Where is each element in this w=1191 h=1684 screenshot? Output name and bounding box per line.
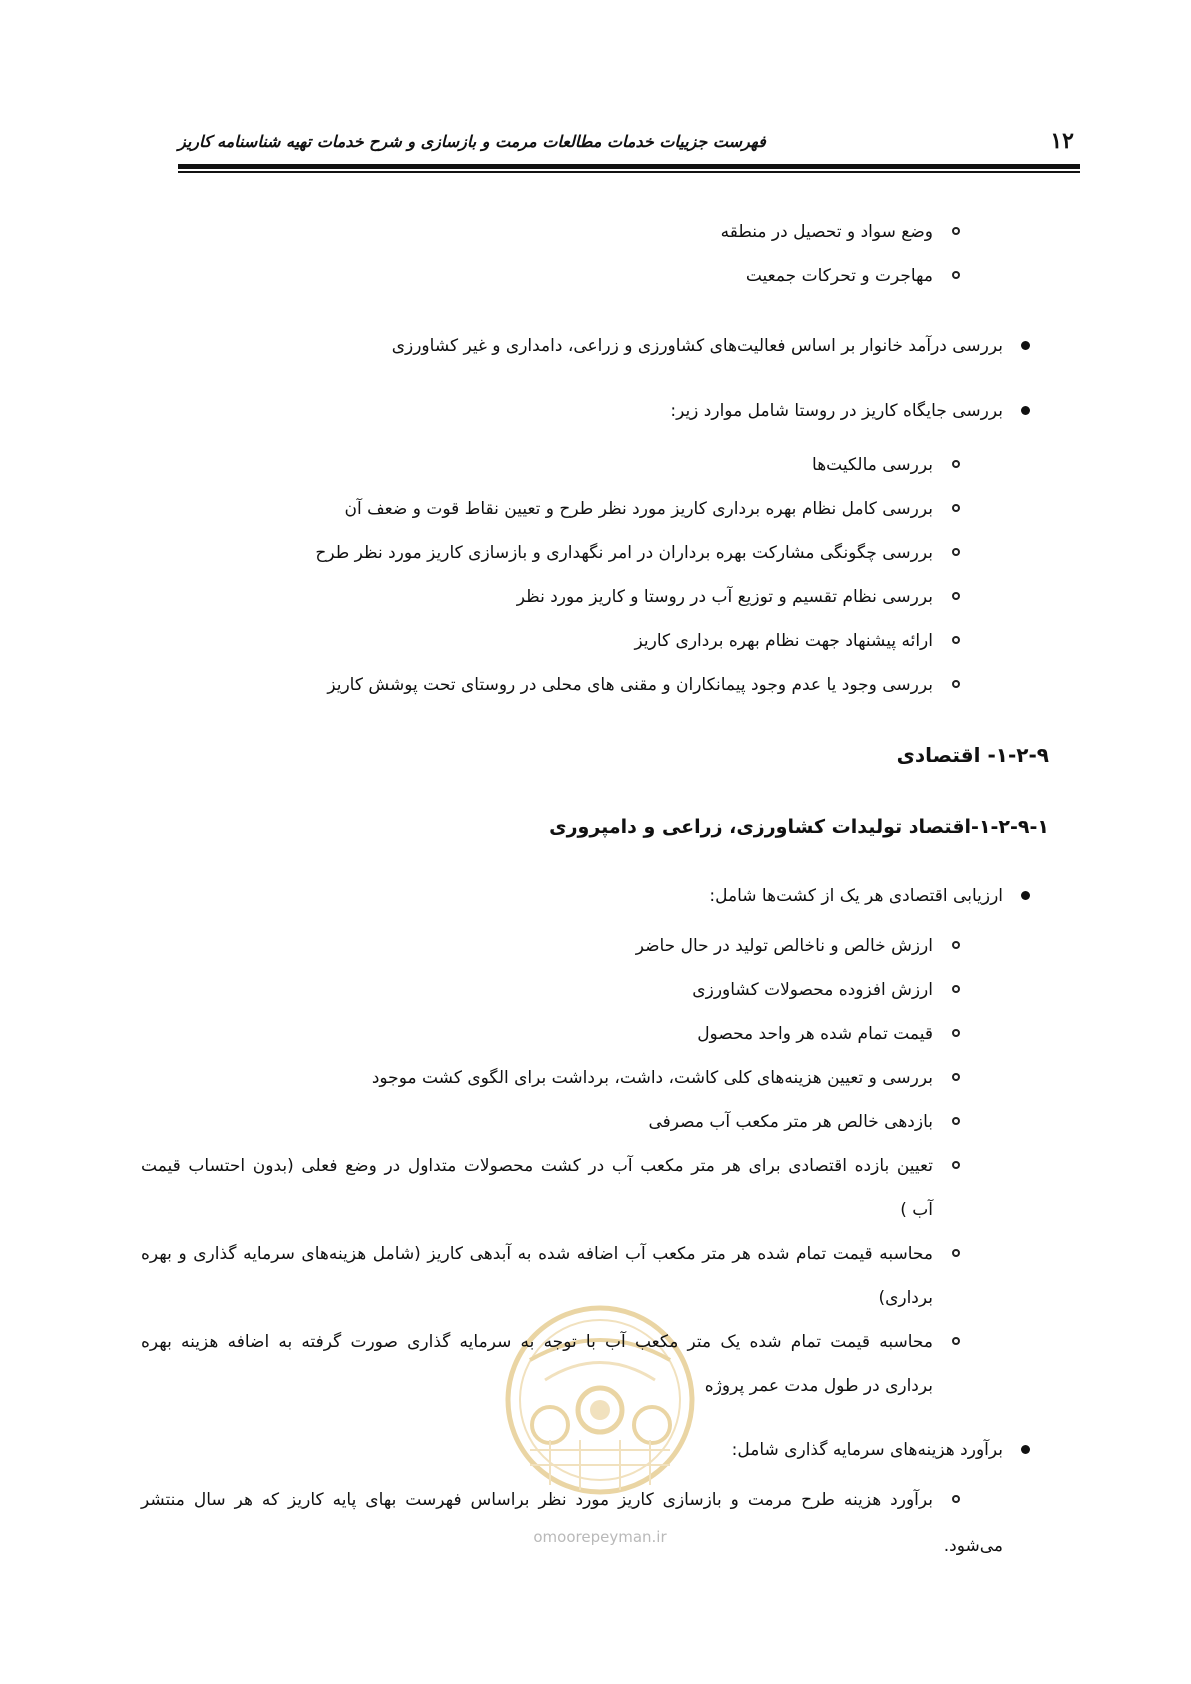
list-item: قیمت تمام شده هر واحد محصول <box>697 1024 933 1044</box>
list-item: بازدهی خالص هر متر مکعب آب مصرفی <box>648 1112 933 1132</box>
bullet-circle-icon <box>952 1495 960 1503</box>
list-item: بررسی چگونگی مشارکت بهره برداران در امر نگهداری و بازسازی کاریز مورد نظر طرح <box>315 543 933 563</box>
list-item: بررسی جایگاه کاریز در روستا شامل موارد زیر: <box>670 401 1003 421</box>
header-rule-thick <box>178 164 1080 169</box>
subsection-heading: ۱-۲-۹-۱-اقتصاد تولیدات کشاورزی، زراعی و دامپروری <box>549 816 1049 838</box>
bullet-circle-icon <box>952 1337 960 1345</box>
bullet-circle-icon <box>952 636 960 644</box>
bullet-circle-icon <box>952 227 960 235</box>
list-item: محاسبه قیمت تمام شده یک متر مکعب آب با توجه به سرمایه گذاری صورت گرفته به اضافه هزینه بهره <box>141 1332 933 1352</box>
list-item: بررسی درآمد خانوار بر اساس فعالیت‌های کشاورزی و زراعی، دامداری و غیر کشاورزی <box>391 336 1003 356</box>
list-item: بررسی مالکیت‌ها <box>812 455 933 475</box>
list-item: مهاجرت و تحرکات جمعیت <box>745 266 933 286</box>
bullet-circle-icon <box>952 460 960 468</box>
bullet-dot-icon <box>1021 341 1030 350</box>
list-item: برآورد هزینه طرح مرمت و بازسازی کاریز مورد نظر براساس فهرست بهای پایه کاریز که هر سال منتشر <box>141 1490 933 1510</box>
list-item: ارزیابی اقتصادی هر یک از کشت‌ها شامل: <box>709 886 1003 906</box>
bullet-circle-icon <box>952 548 960 556</box>
bullet-circle-icon <box>952 1073 960 1081</box>
section-heading: ۱-۲-۹- اقتصادی <box>896 743 1049 767</box>
list-item: وضع سواد و تحصیل در منطقه <box>720 222 933 242</box>
list-item-continuation: آب ) <box>900 1200 933 1220</box>
bullet-circle-icon <box>952 941 960 949</box>
list-item: بررسی وجود یا عدم وجود پیمانکاران و مقنی های محلی در روستای تحت پوشش کاریز <box>327 675 933 695</box>
list-item: محاسبه قیمت تمام شده هر متر مکعب آب اضافه شده به آبدهی کاریز (شامل هزینه‌های سرمایه گذاری و بهره <box>141 1244 933 1264</box>
watermark-url: omoorepeyman.ir <box>533 1528 667 1546</box>
list-item: بررسی کامل نظام بهره برداری کاریز مورد نظر طرح و تعیین نقاط قوت و ضعف آن <box>344 499 933 519</box>
list-item: ارائه پیشنهاد جهت نظام بهره برداری کاریز <box>634 631 933 651</box>
list-item: بررسی نظام تقسیم و توزیع آب در روستا و کاریز مورد نظر <box>516 587 933 607</box>
bullet-circle-icon <box>952 1161 960 1169</box>
bullet-dot-icon <box>1021 891 1030 900</box>
bullet-circle-icon <box>952 1029 960 1037</box>
list-item-continuation: برداری در طول مدت عمر پروژه <box>704 1376 933 1396</box>
list-item-continuation: می‌شود. <box>943 1536 1003 1556</box>
page-header <box>178 128 1080 164</box>
bullet-dot-icon <box>1021 406 1030 415</box>
page-number: ۱۲ <box>1050 128 1074 154</box>
bullet-circle-icon <box>952 1117 960 1125</box>
bullet-circle-icon <box>952 985 960 993</box>
bullet-circle-icon <box>952 504 960 512</box>
bullet-dot-icon <box>1021 1445 1030 1454</box>
list-item: ارزش خالص و ناخالص تولید در حال حاضر <box>635 936 933 956</box>
list-item: ارزش افزوده محصولات کشاورزی <box>692 980 933 1000</box>
bullet-circle-icon <box>952 592 960 600</box>
bullet-circle-icon <box>952 1249 960 1257</box>
list-item: تعیین بازده اقتصادی برای هر متر مکعب آب در کشت محصولات متداول در وضع فعلی (بدون احتساب قیمت <box>141 1156 933 1176</box>
bullet-circle-icon <box>952 680 960 688</box>
header-rule-thin <box>178 171 1080 173</box>
list-item-continuation: برداری) <box>878 1288 933 1308</box>
bullet-circle-icon <box>952 271 960 279</box>
running-title: فهرست جزییات خدمات مطالعات مرمت و بازسازی و شرح خدمات تهیه شناسنامه کاریز <box>178 132 766 151</box>
list-item: بررسی و تعیین هزینه‌های کلی کاشت، داشت، برداشت برای الگوی کشت موجود <box>371 1068 933 1088</box>
list-item: برآورد هزینه‌های سرمایه گذاری شامل: <box>731 1440 1003 1460</box>
